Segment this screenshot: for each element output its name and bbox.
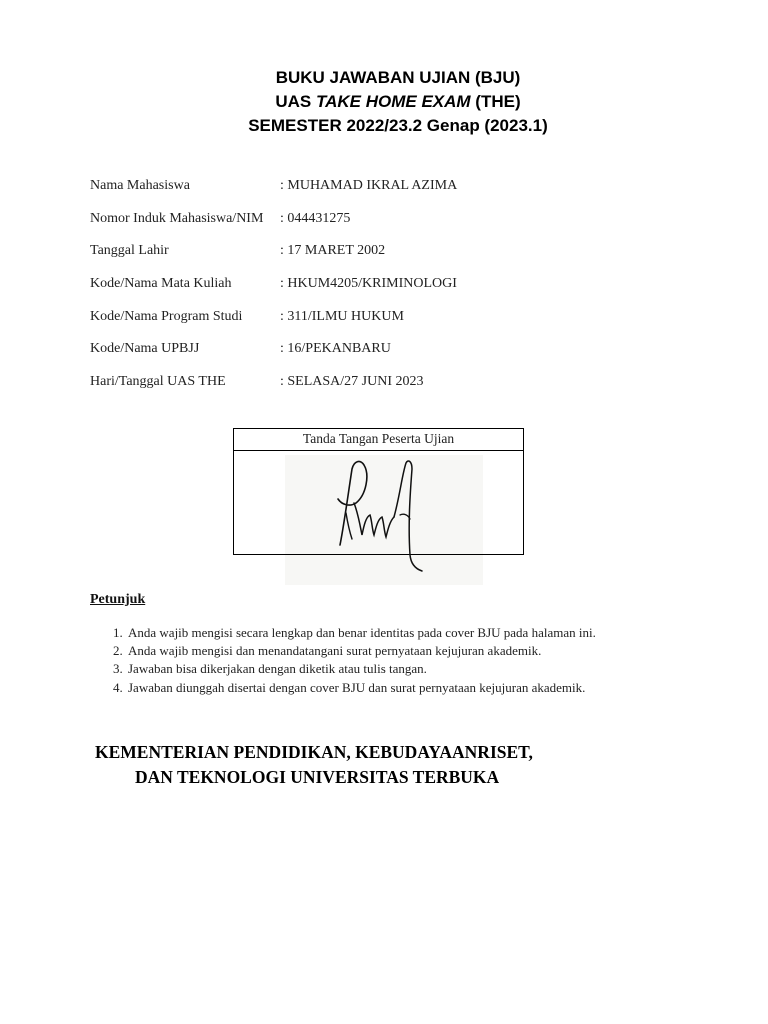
identity-table	[90, 178, 457, 407]
identity-row-nim	[90, 211, 457, 244]
identity-row-exam-date	[90, 374, 457, 407]
identity-value: : 17 MARET 2002	[280, 243, 386, 259]
list-item: 3. Jawaban bisa dikerjakan dengan diketik atau tulis tangan.	[126, 660, 596, 678]
footer-line-1: KEMENTERIAN PENDIDIKAN, KEBUDAYAANRISET,	[95, 742, 533, 762]
instructions-title: Petunjuk	[90, 592, 146, 607]
identity-row-birthdate	[90, 243, 457, 276]
identity-value: : MUHAMAD IKRAL AZIMA	[280, 178, 458, 193]
header-subtitle-italic: TAKE HOME EXAM	[316, 92, 471, 111]
identity-value: : 16/PEKANBARU	[280, 341, 391, 357]
identity-value: : SELASA/27 JUNI 2023	[280, 374, 424, 390]
identity-value: : 311/ILMU HUKUM	[280, 308, 404, 324]
identity-value: : 044431275	[280, 210, 351, 226]
header-subtitle	[0, 90, 768, 114]
header-subtitle-prefix: UAS	[275, 92, 316, 111]
identity-label: Kode/Nama Mata Kuliah	[90, 276, 232, 292]
list-item: 1. Anda wajib mengisi secara lengkap dan benar identitas pada cover BJU pada halaman ini.	[126, 624, 596, 642]
identity-label: Kode/Nama UPBJJ	[90, 341, 200, 357]
identity-label: Kode/Nama Program Studi	[90, 308, 243, 324]
identity-label: Hari/Tanggal UAS THE	[90, 374, 226, 390]
instructions-list	[112, 624, 596, 697]
identity-label: Nomor Induk Mahasiswa/NIM	[90, 210, 264, 226]
identity-row-program	[90, 309, 457, 342]
identity-row-name	[90, 178, 457, 211]
institution-footer	[95, 740, 533, 790]
header-title: BUKU JAWABAN UJIAN (BJU)	[275, 68, 521, 87]
identity-label: Nama Mahasiswa	[90, 178, 190, 193]
footer-line-2: DAN TEKNOLOGI UNIVERSITAS TERBUKA	[135, 767, 500, 787]
list-item: 2. Anda wajib mengisi dan menandatangani surat pernyataan kejujuran akademik.	[126, 642, 596, 660]
identity-label: Tanggal Lahir	[90, 243, 169, 259]
identity-value: : HKUM4205/KRIMINOLOGI	[280, 276, 457, 292]
document-header	[0, 66, 768, 138]
identity-row-upbjj	[90, 341, 457, 374]
identity-row-course	[90, 276, 457, 309]
signature-box-title: Tanda Tangan Peserta Ujian	[234, 429, 523, 451]
header-subtitle-suffix: (THE)	[470, 92, 521, 111]
signature-image	[330, 455, 430, 575]
list-item: 4. Jawaban diunggah disertai dengan cover BJU dan surat pernyataan kejujuran akademik.	[126, 679, 596, 697]
header-semester: SEMESTER 2022/23.2 Genap (2023.1)	[248, 116, 548, 135]
